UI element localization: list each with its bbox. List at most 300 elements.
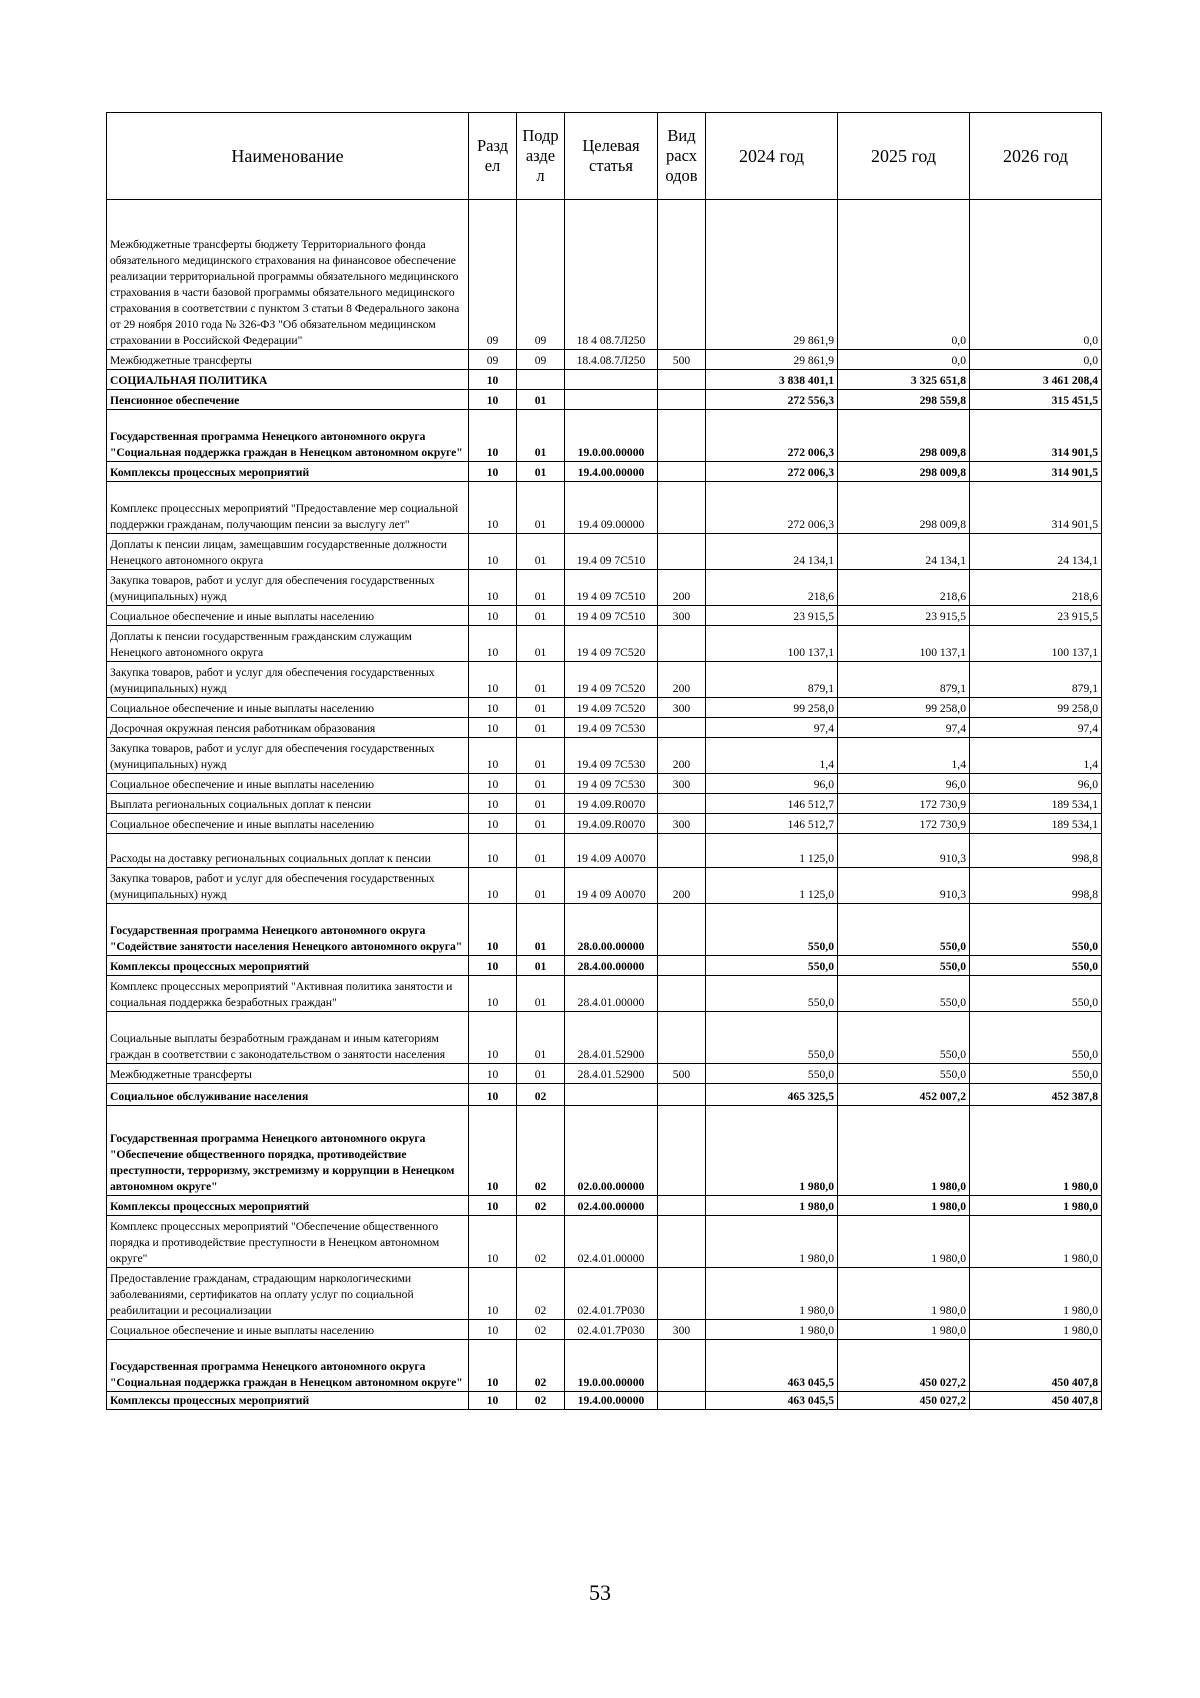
row-value-2026: 550,0 bbox=[970, 956, 1102, 976]
row-name: Комплексы процессных мероприятий bbox=[107, 1392, 469, 1410]
header-year-2024: 2024 год bbox=[706, 113, 838, 200]
row-name: Социальное обеспечение и иные выплаты населению bbox=[107, 1320, 469, 1340]
row-target-article: 19.4.00.00000 bbox=[565, 1392, 658, 1410]
row-value-2024: 550,0 bbox=[706, 976, 838, 1012]
row-name: Доплаты к пенсии лицам, замещавшим государственные должности Ненецкого автономного округа bbox=[107, 534, 469, 570]
row-section: 10 bbox=[469, 1064, 517, 1084]
row-expense-type: 300 bbox=[658, 814, 706, 834]
row-name: Государственная программа Ненецкого автономного округа "Социальная поддержка граждан в Ненецком автономном округе" bbox=[107, 1340, 469, 1392]
row-target-article: 19.4.00.00000 bbox=[565, 462, 658, 482]
table-row bbox=[107, 662, 1102, 698]
row-section: 10 bbox=[469, 774, 517, 794]
row-value-2024: 1,4 bbox=[706, 738, 838, 774]
table-row bbox=[107, 570, 1102, 606]
row-target-article: 19.0.00.00000 bbox=[565, 410, 658, 462]
table-row bbox=[107, 1340, 1102, 1392]
header-name: Наименование bbox=[107, 113, 469, 200]
row-target-article: 19.0.00.00000 bbox=[565, 1340, 658, 1392]
row-name: Межбюджетные трансферты bbox=[107, 350, 469, 370]
row-name: Доплаты к пенсии государственным гражданским служащим Ненецкого автономного округа bbox=[107, 626, 469, 662]
row-expense-type bbox=[658, 1084, 706, 1106]
row-value-2025: 550,0 bbox=[838, 904, 970, 956]
row-section: 10 bbox=[469, 482, 517, 534]
row-value-2026: 218,6 bbox=[970, 570, 1102, 606]
row-value-2026: 1,4 bbox=[970, 738, 1102, 774]
row-section: 10 bbox=[469, 718, 517, 738]
row-target-article bbox=[565, 390, 658, 410]
row-subsection: 02 bbox=[517, 1268, 565, 1320]
row-value-2025: 1,4 bbox=[838, 738, 970, 774]
table-row bbox=[107, 814, 1102, 834]
row-name: Социальное обеспечение и иные выплаты населению bbox=[107, 606, 469, 626]
row-name: Предоставление гражданам, страдающим наркологическими заболеваниями, сертификатов на оплату услуг по социальной реабилитации и ресоциализации bbox=[107, 1268, 469, 1320]
table-row bbox=[107, 1012, 1102, 1064]
table-row bbox=[107, 1268, 1102, 1320]
header-target-article: Целевая статья bbox=[565, 113, 658, 200]
row-value-2026: 998,8 bbox=[970, 834, 1102, 868]
row-value-2025: 23 915,5 bbox=[838, 606, 970, 626]
row-subsection: 02 bbox=[517, 1320, 565, 1340]
row-value-2025: 172 730,9 bbox=[838, 814, 970, 834]
header-year-2025: 2025 год bbox=[838, 113, 970, 200]
row-value-2026: 550,0 bbox=[970, 1012, 1102, 1064]
row-name: Пенсионное обеспечение bbox=[107, 390, 469, 410]
row-section: 10 bbox=[469, 1106, 517, 1196]
row-section: 10 bbox=[469, 410, 517, 462]
row-value-2024: 550,0 bbox=[706, 1064, 838, 1084]
table-row bbox=[107, 904, 1102, 956]
row-expense-type: 500 bbox=[658, 1064, 706, 1084]
table-row bbox=[107, 1084, 1102, 1106]
table-header-row bbox=[107, 113, 1102, 200]
row-target-article bbox=[565, 1084, 658, 1106]
row-value-2024: 463 045,5 bbox=[706, 1392, 838, 1410]
row-section: 10 bbox=[469, 626, 517, 662]
row-target-article: 18.4.08.7Л250 bbox=[565, 350, 658, 370]
table-row bbox=[107, 1196, 1102, 1216]
table-row bbox=[107, 698, 1102, 718]
row-expense-type bbox=[658, 956, 706, 976]
row-value-2024: 550,0 bbox=[706, 1012, 838, 1064]
row-target-article: 19 4 09 А0070 bbox=[565, 868, 658, 904]
row-section: 10 bbox=[469, 1392, 517, 1410]
row-subsection: 01 bbox=[517, 1012, 565, 1064]
row-section: 10 bbox=[469, 570, 517, 606]
row-section: 10 bbox=[469, 1084, 517, 1106]
row-value-2024: 1 980,0 bbox=[706, 1268, 838, 1320]
table-row bbox=[107, 794, 1102, 814]
row-value-2026: 96,0 bbox=[970, 774, 1102, 794]
row-value-2025: 0,0 bbox=[838, 350, 970, 370]
table-row bbox=[107, 1392, 1102, 1410]
row-value-2026: 998,8 bbox=[970, 868, 1102, 904]
row-target-article: 28.0.00.00000 bbox=[565, 904, 658, 956]
row-subsection: 01 bbox=[517, 976, 565, 1012]
table-row bbox=[107, 774, 1102, 794]
row-value-2024: 1 980,0 bbox=[706, 1106, 838, 1196]
row-expense-type: 300 bbox=[658, 698, 706, 718]
row-value-2025: 1 980,0 bbox=[838, 1216, 970, 1268]
table-row bbox=[107, 626, 1102, 662]
header-expense-type: Вид расх одов bbox=[658, 113, 706, 200]
row-value-2025: 96,0 bbox=[838, 774, 970, 794]
row-value-2026: 315 451,5 bbox=[970, 390, 1102, 410]
row-expense-type bbox=[658, 626, 706, 662]
row-subsection: 01 bbox=[517, 390, 565, 410]
row-target-article: 19.4 09.00000 bbox=[565, 482, 658, 534]
row-target-article: 19.4 09 7С530 bbox=[565, 718, 658, 738]
row-value-2026: 1 980,0 bbox=[970, 1216, 1102, 1268]
row-value-2025: 100 137,1 bbox=[838, 626, 970, 662]
row-expense-type bbox=[658, 200, 706, 350]
table-row bbox=[107, 350, 1102, 370]
row-target-article: 19.4.09.R0070 bbox=[565, 814, 658, 834]
row-subsection: 01 bbox=[517, 718, 565, 738]
row-subsection: 01 bbox=[517, 904, 565, 956]
row-value-2024: 23 915,5 bbox=[706, 606, 838, 626]
row-value-2025: 550,0 bbox=[838, 1064, 970, 1084]
budget-table bbox=[106, 112, 1102, 1410]
row-name: Закупка товаров, работ и услуг для обеспечения государственных (муниципальных) нужд bbox=[107, 868, 469, 904]
row-expense-type bbox=[658, 534, 706, 570]
row-subsection: 01 bbox=[517, 606, 565, 626]
row-name: Социальные выплаты безработным гражданам и иным категориям граждан в соответствии с законодательством о занятости населения bbox=[107, 1012, 469, 1064]
row-value-2025: 450 027,2 bbox=[838, 1392, 970, 1410]
row-expense-type bbox=[658, 390, 706, 410]
row-subsection: 01 bbox=[517, 834, 565, 868]
row-name: Государственная программа Ненецкого автономного округа "Содействие занятости населения Ненецкого автономного округа" bbox=[107, 904, 469, 956]
row-expense-type bbox=[658, 834, 706, 868]
row-name: Государственная программа Ненецкого автономного округа "Обеспечение общественного порядка, противодействие преступности, терроризму, экстремизму и коррупции в Ненецком автономном округе" bbox=[107, 1106, 469, 1196]
row-value-2025: 910,3 bbox=[838, 868, 970, 904]
table-row bbox=[107, 606, 1102, 626]
row-section: 09 bbox=[469, 200, 517, 350]
row-name: Закупка товаров, работ и услуг для обеспечения государственных (муниципальных) нужд bbox=[107, 738, 469, 774]
row-value-2026: 100 137,1 bbox=[970, 626, 1102, 662]
row-value-2026: 550,0 bbox=[970, 1064, 1102, 1084]
row-subsection: 09 bbox=[517, 200, 565, 350]
row-value-2024: 24 134,1 bbox=[706, 534, 838, 570]
row-target-article: 28.4.01.52900 bbox=[565, 1064, 658, 1084]
row-value-2024: 1 980,0 bbox=[706, 1196, 838, 1216]
table-row bbox=[107, 462, 1102, 482]
row-section: 10 bbox=[469, 794, 517, 814]
row-value-2025: 99 258,0 bbox=[838, 698, 970, 718]
row-value-2026: 189 534,1 bbox=[970, 814, 1102, 834]
row-value-2024: 465 325,5 bbox=[706, 1084, 838, 1106]
row-value-2024: 96,0 bbox=[706, 774, 838, 794]
row-expense-type bbox=[658, 1392, 706, 1410]
row-value-2024: 272 006,3 bbox=[706, 410, 838, 462]
row-subsection: 01 bbox=[517, 410, 565, 462]
row-subsection: 02 bbox=[517, 1340, 565, 1392]
row-target-article: 02.0.00.00000 bbox=[565, 1106, 658, 1196]
row-value-2026: 24 134,1 bbox=[970, 534, 1102, 570]
row-target-article: 28.4.01.52900 bbox=[565, 1012, 658, 1064]
table-row bbox=[107, 1064, 1102, 1084]
row-expense-type bbox=[658, 1216, 706, 1268]
table-row bbox=[107, 370, 1102, 390]
header-year-2026: 2026 год bbox=[970, 113, 1102, 200]
row-value-2025: 218,6 bbox=[838, 570, 970, 606]
row-expense-type bbox=[658, 1106, 706, 1196]
table-row bbox=[107, 834, 1102, 868]
row-section: 10 bbox=[469, 662, 517, 698]
row-subsection: 02 bbox=[517, 1196, 565, 1216]
row-name: Выплата региональных социальных доплат к пенсии bbox=[107, 794, 469, 814]
row-subsection: 01 bbox=[517, 956, 565, 976]
row-name: Межбюджетные трансферты бюджету Территориального фонда обязательного медицинского страхования на финансовое обеспечение реализации территориальной программы обязательного медицинского страхования в части базовой программы обязательного медицинского страхования в соответствии с пунктом 3 статьи 8 Федерального закона от 29 ноября 2010 года № 326-ФЗ "Об обязательном медицинском страховании в Российской Федерации" bbox=[107, 200, 469, 350]
row-value-2024: 218,6 bbox=[706, 570, 838, 606]
row-value-2024: 29 861,9 bbox=[706, 200, 838, 350]
row-value-2026: 99 258,0 bbox=[970, 698, 1102, 718]
row-subsection: 01 bbox=[517, 462, 565, 482]
table-row bbox=[107, 200, 1102, 350]
row-value-2026: 550,0 bbox=[970, 904, 1102, 956]
row-value-2026: 314 901,5 bbox=[970, 462, 1102, 482]
row-name: СОЦИАЛЬНАЯ ПОЛИТИКА bbox=[107, 370, 469, 390]
row-value-2026: 550,0 bbox=[970, 976, 1102, 1012]
table-row bbox=[107, 738, 1102, 774]
row-target-article: 19 4.09 А0070 bbox=[565, 834, 658, 868]
row-subsection: 02 bbox=[517, 1392, 565, 1410]
table-row bbox=[107, 976, 1102, 1012]
row-section: 10 bbox=[469, 834, 517, 868]
row-value-2024: 879,1 bbox=[706, 662, 838, 698]
row-expense-type: 200 bbox=[658, 868, 706, 904]
row-value-2025: 298 009,8 bbox=[838, 462, 970, 482]
row-value-2026: 314 901,5 bbox=[970, 410, 1102, 462]
table-row bbox=[107, 482, 1102, 534]
page-number: 53 bbox=[589, 1580, 611, 1605]
row-value-2024: 550,0 bbox=[706, 956, 838, 976]
row-target-article: 19 4.09 7С520 bbox=[565, 698, 658, 718]
row-name: Межбюджетные трансферты bbox=[107, 1064, 469, 1084]
row-target-article: 19 4 09 7С520 bbox=[565, 662, 658, 698]
row-subsection: 09 bbox=[517, 350, 565, 370]
row-target-article: 19 4 09 7С510 bbox=[565, 606, 658, 626]
row-subsection: 01 bbox=[517, 698, 565, 718]
row-name: Комплекс процессных мероприятий "Активная политика занятости и социальная поддержка безработных граждан" bbox=[107, 976, 469, 1012]
row-value-2026: 314 901,5 bbox=[970, 482, 1102, 534]
row-value-2025: 452 007,2 bbox=[838, 1084, 970, 1106]
row-name: Комплексы процессных мероприятий bbox=[107, 956, 469, 976]
row-name: Комплекс процессных мероприятий "Обеспечение общественного порядка и противодействие преступности в Ненецком автономном округе" bbox=[107, 1216, 469, 1268]
row-value-2026: 1 980,0 bbox=[970, 1320, 1102, 1340]
row-expense-type: 500 bbox=[658, 350, 706, 370]
row-value-2026: 1 980,0 bbox=[970, 1196, 1102, 1216]
row-expense-type bbox=[658, 1196, 706, 1216]
row-expense-type: 200 bbox=[658, 738, 706, 774]
table-row bbox=[107, 1216, 1102, 1268]
row-name: Комплексы процессных мероприятий bbox=[107, 462, 469, 482]
row-section: 10 bbox=[469, 814, 517, 834]
row-value-2025: 298 009,8 bbox=[838, 482, 970, 534]
row-target-article: 02.4.01.7Р030 bbox=[565, 1320, 658, 1340]
row-target-article: 19.4 09 7С530 bbox=[565, 738, 658, 774]
row-value-2026: 97,4 bbox=[970, 718, 1102, 738]
table-body bbox=[107, 200, 1102, 1410]
row-section: 10 bbox=[469, 1196, 517, 1216]
row-subsection: 01 bbox=[517, 738, 565, 774]
row-value-2026: 1 980,0 bbox=[970, 1268, 1102, 1320]
row-value-2026: 1 980,0 bbox=[970, 1106, 1102, 1196]
row-section: 10 bbox=[469, 606, 517, 626]
row-value-2026: 450 407,8 bbox=[970, 1392, 1102, 1410]
row-subsection: 01 bbox=[517, 794, 565, 814]
row-value-2024: 1 125,0 bbox=[706, 868, 838, 904]
row-value-2024: 463 045,5 bbox=[706, 1340, 838, 1392]
row-expense-type bbox=[658, 410, 706, 462]
row-value-2024: 100 137,1 bbox=[706, 626, 838, 662]
row-value-2026: 23 915,5 bbox=[970, 606, 1102, 626]
row-subsection: 01 bbox=[517, 534, 565, 570]
row-section: 10 bbox=[469, 738, 517, 774]
row-value-2025: 172 730,9 bbox=[838, 794, 970, 814]
table-row bbox=[107, 390, 1102, 410]
row-value-2025: 298 009,8 bbox=[838, 410, 970, 462]
row-value-2024: 272 006,3 bbox=[706, 462, 838, 482]
row-target-article: 19 4 09 7С520 bbox=[565, 626, 658, 662]
row-subsection: 01 bbox=[517, 774, 565, 794]
row-subsection: 01 bbox=[517, 868, 565, 904]
row-subsection: 01 bbox=[517, 626, 565, 662]
row-value-2024: 146 512,7 bbox=[706, 814, 838, 834]
row-value-2026: 0,0 bbox=[970, 350, 1102, 370]
row-target-article: 18 4 08.7Л250 bbox=[565, 200, 658, 350]
row-expense-type bbox=[658, 462, 706, 482]
row-target-article: 28.4.00.00000 bbox=[565, 956, 658, 976]
row-name: Социальное обеспечение и иные выплаты населению bbox=[107, 814, 469, 834]
row-subsection: 01 bbox=[517, 662, 565, 698]
row-value-2026: 450 407,8 bbox=[970, 1340, 1102, 1392]
row-subsection: 02 bbox=[517, 1216, 565, 1268]
row-target-article: 02.4.01.00000 bbox=[565, 1216, 658, 1268]
row-expense-type: 200 bbox=[658, 570, 706, 606]
row-section: 10 bbox=[469, 534, 517, 570]
row-value-2025: 879,1 bbox=[838, 662, 970, 698]
row-value-2024: 1 980,0 bbox=[706, 1216, 838, 1268]
row-value-2025: 450 027,2 bbox=[838, 1340, 970, 1392]
row-expense-type bbox=[658, 1012, 706, 1064]
row-name: Закупка товаров, работ и услуг для обеспечения государственных (муниципальных) нужд bbox=[107, 662, 469, 698]
row-name: Закупка товаров, работ и услуг для обеспечения государственных (муниципальных) нужд bbox=[107, 570, 469, 606]
row-name: Социальное обслуживание населения bbox=[107, 1084, 469, 1106]
row-value-2024: 1 980,0 bbox=[706, 1320, 838, 1340]
row-section: 09 bbox=[469, 350, 517, 370]
table-row bbox=[107, 868, 1102, 904]
row-expense-type: 200 bbox=[658, 662, 706, 698]
row-section: 10 bbox=[469, 904, 517, 956]
row-value-2024: 146 512,7 bbox=[706, 794, 838, 814]
table-row bbox=[107, 718, 1102, 738]
row-subsection bbox=[517, 370, 565, 390]
row-expense-type bbox=[658, 1340, 706, 1392]
row-value-2025: 910,3 bbox=[838, 834, 970, 868]
row-section: 10 bbox=[469, 698, 517, 718]
row-value-2025: 298 559,8 bbox=[838, 390, 970, 410]
row-value-2024: 550,0 bbox=[706, 904, 838, 956]
row-value-2025: 1 980,0 bbox=[838, 1320, 970, 1340]
row-target-article: 19 4 09 7С510 bbox=[565, 570, 658, 606]
row-section: 10 bbox=[469, 370, 517, 390]
row-value-2025: 550,0 bbox=[838, 976, 970, 1012]
row-section: 10 bbox=[469, 1012, 517, 1064]
table-row bbox=[107, 410, 1102, 462]
row-expense-type bbox=[658, 976, 706, 1012]
row-target-article: 19.4 09 7С510 bbox=[565, 534, 658, 570]
row-value-2025: 24 134,1 bbox=[838, 534, 970, 570]
row-name: Комплексы процессных мероприятий bbox=[107, 1196, 469, 1216]
row-target-article: 02.4.00.00000 bbox=[565, 1196, 658, 1216]
row-target-article: 02.4.01.7Р030 bbox=[565, 1268, 658, 1320]
row-value-2025: 1 980,0 bbox=[838, 1106, 970, 1196]
row-value-2026: 879,1 bbox=[970, 662, 1102, 698]
row-section: 10 bbox=[469, 1268, 517, 1320]
row-expense-type bbox=[658, 482, 706, 534]
row-subsection: 01 bbox=[517, 814, 565, 834]
row-value-2025: 0,0 bbox=[838, 200, 970, 350]
row-value-2024: 29 861,9 bbox=[706, 350, 838, 370]
row-expense-type bbox=[658, 1268, 706, 1320]
row-expense-type bbox=[658, 718, 706, 738]
row-target-article: 28.4.01.00000 bbox=[565, 976, 658, 1012]
row-value-2025: 1 980,0 bbox=[838, 1268, 970, 1320]
row-target-article bbox=[565, 370, 658, 390]
row-value-2026: 189 534,1 bbox=[970, 794, 1102, 814]
row-subsection: 01 bbox=[517, 482, 565, 534]
row-section: 10 bbox=[469, 390, 517, 410]
row-section: 10 bbox=[469, 1216, 517, 1268]
row-subsection: 01 bbox=[517, 1064, 565, 1084]
row-expense-type bbox=[658, 794, 706, 814]
row-value-2025: 550,0 bbox=[838, 1012, 970, 1064]
row-name: Государственная программа Ненецкого автономного округа "Социальная поддержка граждан в Ненецком автономном округе" bbox=[107, 410, 469, 462]
header-subsection: Подр азде л bbox=[517, 113, 565, 200]
row-value-2025: 97,4 bbox=[838, 718, 970, 738]
row-value-2024: 272 006,3 bbox=[706, 482, 838, 534]
row-expense-type: 300 bbox=[658, 774, 706, 794]
row-name: Социальное обеспечение и иные выплаты населению bbox=[107, 774, 469, 794]
row-value-2024: 97,4 bbox=[706, 718, 838, 738]
row-name: Расходы на доставку региональных социальных доплат к пенсии bbox=[107, 834, 469, 868]
row-expense-type bbox=[658, 904, 706, 956]
row-expense-type: 300 bbox=[658, 606, 706, 626]
row-expense-type bbox=[658, 370, 706, 390]
row-value-2024: 272 556,3 bbox=[706, 390, 838, 410]
row-name: Комплекс процессных мероприятий "Предоставление мер социальной поддержки гражданам, получающим пенсии за выслугу лет" bbox=[107, 482, 469, 534]
row-value-2024: 1 125,0 bbox=[706, 834, 838, 868]
table-row bbox=[107, 534, 1102, 570]
row-name: Досрочная окружная пенсия работникам образования bbox=[107, 718, 469, 738]
row-value-2026: 0,0 bbox=[970, 200, 1102, 350]
row-subsection: 02 bbox=[517, 1106, 565, 1196]
row-value-2025: 3 325 651,8 bbox=[838, 370, 970, 390]
row-section: 10 bbox=[469, 868, 517, 904]
header-section: Разд ел bbox=[469, 113, 517, 200]
row-section: 10 bbox=[469, 1340, 517, 1392]
row-value-2024: 3 838 401,1 bbox=[706, 370, 838, 390]
row-expense-type: 300 bbox=[658, 1320, 706, 1340]
row-value-2026: 3 461 208,4 bbox=[970, 370, 1102, 390]
table-row bbox=[107, 1320, 1102, 1340]
row-value-2026: 452 387,8 bbox=[970, 1084, 1102, 1106]
row-name: Социальное обеспечение и иные выплаты населению bbox=[107, 698, 469, 718]
table-row bbox=[107, 1106, 1102, 1196]
row-value-2025: 550,0 bbox=[838, 956, 970, 976]
row-target-article: 19 4 09 7С530 bbox=[565, 774, 658, 794]
row-section: 10 bbox=[469, 956, 517, 976]
